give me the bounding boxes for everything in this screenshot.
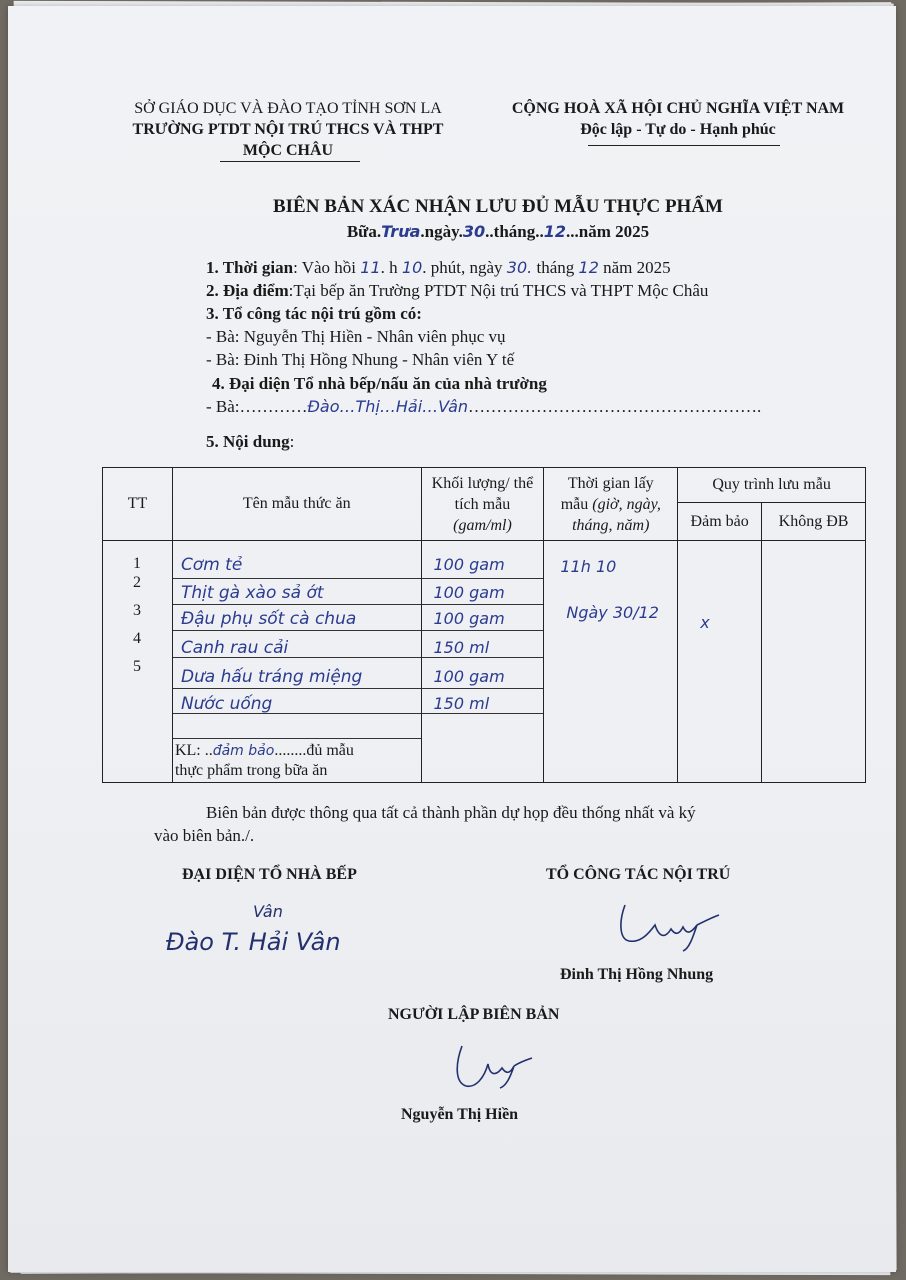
kitchen-rep-signature: Vân — [253, 902, 283, 921]
subtitle-text: ..tháng.. — [485, 222, 544, 241]
tt-column — [103, 541, 173, 783]
conclusion-line — [175, 741, 354, 761]
sample-table — [102, 467, 866, 783]
header-time-unit: tháng, năm) — [572, 516, 650, 534]
conclusion-line-2: thực phẩm trong bữa ăn — [174, 762, 328, 779]
row-rule — [422, 604, 544, 605]
food-name-handwritten: Đậu phụ sốt cà chua — [180, 609, 357, 629]
weight-handwritten: 100 gam — [433, 555, 505, 574]
motto: Độc lập - Tự do - Hạnh phúc — [580, 121, 776, 138]
date-handwritten: Ngày 30/12 — [566, 603, 659, 622]
closing-paragraph — [154, 801, 874, 847]
closing-text: vào biên bản./. — [154, 826, 255, 845]
tt-cell: 1 — [133, 555, 141, 572]
header-ok: Đảm bảo — [678, 503, 762, 541]
section-text: ……………………………………………. — [468, 397, 762, 416]
weight-handwritten: 100 gam — [433, 609, 505, 628]
section-label: 2. Địa điểm — [206, 281, 289, 300]
row-rule — [173, 738, 421, 739]
document-title: BIÊN BẢN XÁC NHẬN LƯU ĐỦ MẪU THỰC PHẨM — [272, 196, 723, 217]
section-label: 5. Nội dung — [206, 432, 290, 451]
document-page — [8, 6, 896, 1272]
header-right-underline — [588, 145, 780, 146]
dept-name: SỞ GIÁO DỤC VÀ ĐÀO TẠO TỈNH SƠN LA — [134, 100, 442, 117]
meal-handwritten: Trưa — [381, 222, 421, 241]
country-name: CỘNG HOÀ XÃ HỘI CHỦ NGHĨA VIỆT NAM — [511, 100, 845, 117]
row-rule — [173, 630, 421, 631]
row-rule — [422, 688, 544, 689]
section-text: : Vào hồi — [293, 258, 357, 277]
conclusion-text: KL: .. — [174, 742, 213, 759]
closing-text: Biên bản được thông qua tất cả thành phần dự họp đều thống nhất và ký — [206, 803, 696, 822]
weight-handwritten: 150 ml — [433, 694, 490, 713]
row-rule — [422, 657, 544, 658]
row-rule — [173, 578, 421, 579]
minute-handwritten: 10 — [401, 258, 423, 277]
day-handwritten: 30 — [462, 222, 486, 241]
food-name-handwritten: Cơm tẻ — [180, 555, 243, 575]
header-weight-line: tích mẫu — [454, 495, 511, 513]
section-team — [206, 302, 886, 371]
section-text: . phút, ngày — [422, 258, 503, 277]
time-handwritten: 11h 10 — [560, 557, 617, 576]
header-right — [488, 98, 868, 140]
school-location: MỘC CHÂU — [242, 142, 334, 159]
section-content — [206, 430, 294, 453]
weight-column — [421, 541, 544, 783]
kitchen-rep-name: Đào…Thị…Hải…Vân — [307, 397, 469, 416]
section-label: 4. Đại diện Tổ nhà bếp/nấu ăn của nhà trường — [212, 374, 547, 393]
food-name-handwritten: Dưa hấu tráng miệng — [180, 667, 363, 687]
day-handwritten: 30. — [506, 258, 533, 277]
section-text: :Tại bếp ăn Trường PTDT Nội trú THCS và THPT Mộc Châu — [288, 281, 709, 300]
kitchen-rep-line — [206, 395, 886, 418]
section-text: năm 2025 — [603, 258, 671, 277]
section-kitchen-rep — [212, 372, 892, 395]
subtitle-text: ...năm 2025 — [566, 222, 650, 241]
conclusion-text: ........đủ mẫu — [274, 742, 354, 759]
subtitle-text: .ngày. — [420, 222, 463, 241]
section-text: : — [289, 432, 295, 451]
preparer-name: Nguyễn Thị Hiền — [401, 1106, 519, 1123]
row-rule — [173, 688, 421, 689]
section-text: . h — [380, 258, 398, 277]
section-label: 1. Thời gian — [206, 258, 294, 277]
ok-column — [678, 541, 762, 783]
header-time-line — [544, 494, 677, 515]
row-rule — [422, 630, 544, 631]
hour-handwritten: 11 — [360, 258, 381, 277]
section-text: - Bà:………… — [206, 397, 308, 416]
section-location — [206, 279, 886, 302]
header-tt: TT — [103, 468, 173, 541]
weight-handwritten: 100 gam — [433, 667, 505, 686]
team-member: - Bà: Đinh Thị Hồng Nhung - Nhân viên Y tế — [206, 350, 515, 369]
header-sample-time — [544, 468, 678, 541]
time-column — [544, 541, 678, 783]
food-name-handwritten: Canh rau cải — [180, 638, 289, 658]
header-process: Quy trình lưu mẫu — [678, 468, 866, 503]
header-weight-unit: (gam/ml) — [453, 516, 512, 534]
header-food-name: Tên mẫu thức ăn — [172, 468, 421, 541]
month-handwritten: 12 — [578, 258, 599, 277]
row-rule — [422, 713, 544, 714]
tt-cell: 2 — [133, 574, 141, 591]
header-left — [108, 98, 468, 161]
month-handwritten: 12 — [543, 222, 567, 241]
section-time — [206, 256, 886, 279]
weight-handwritten: 100 gam — [433, 583, 505, 602]
preparer-signature — [448, 1042, 538, 1094]
subtitle-text: Bữa. — [346, 222, 382, 241]
header-time-line: Thời gian lấy — [567, 474, 654, 492]
conclusion-handwritten: đảm bảo — [212, 743, 275, 759]
tt-cell: 4 — [133, 630, 141, 647]
header-not-ok: Không ĐB — [762, 503, 866, 541]
not-ok-column — [762, 541, 866, 783]
school-name: TRƯỜNG PTDT NỘI TRÚ THCS VÀ THPT — [132, 121, 444, 138]
conclusion — [175, 741, 354, 781]
header-weight-line: Khối lượng/ thể — [431, 474, 534, 492]
row-rule — [422, 578, 544, 579]
header-time-text: mẫu — [560, 495, 593, 513]
food-column — [172, 541, 421, 783]
tt-cell: 5 — [133, 658, 141, 675]
section-label: 3. Tổ công tác nội trú gồm có: — [206, 304, 422, 323]
check-mark: x — [700, 613, 710, 632]
boarding-team-name: Đinh Thị Hồng Nhung — [560, 966, 714, 983]
preparer-title: NGƯỜI LẬP BIÊN BẢN — [388, 1006, 560, 1023]
kitchen-rep-signed-name: Đào T. Hải Vân — [166, 928, 341, 956]
boarding-team-title: TỔ CÔNG TÁC NỘI TRÚ — [546, 866, 731, 883]
row-rule — [173, 604, 421, 605]
header-left-underline — [220, 161, 360, 162]
tt-cell: 3 — [133, 602, 141, 619]
food-name-handwritten: Nước uống — [180, 694, 273, 714]
kitchen-rep-title: ĐẠI DIỆN TỔ NHÀ BẾP — [182, 866, 357, 883]
food-name-handwritten: Thịt gà xào sả ớt — [180, 583, 324, 603]
document-subtitle — [148, 222, 848, 242]
boarding-team-signature — [613, 901, 723, 953]
team-member: - Bà: Nguyễn Thị Hiền - Nhân viên phục vụ — [206, 327, 506, 346]
section-text: tháng — [536, 258, 575, 277]
header-time-unit: (giờ, ngày, — [592, 495, 661, 513]
weight-handwritten: 150 ml — [433, 638, 490, 657]
header-weight — [421, 468, 544, 541]
